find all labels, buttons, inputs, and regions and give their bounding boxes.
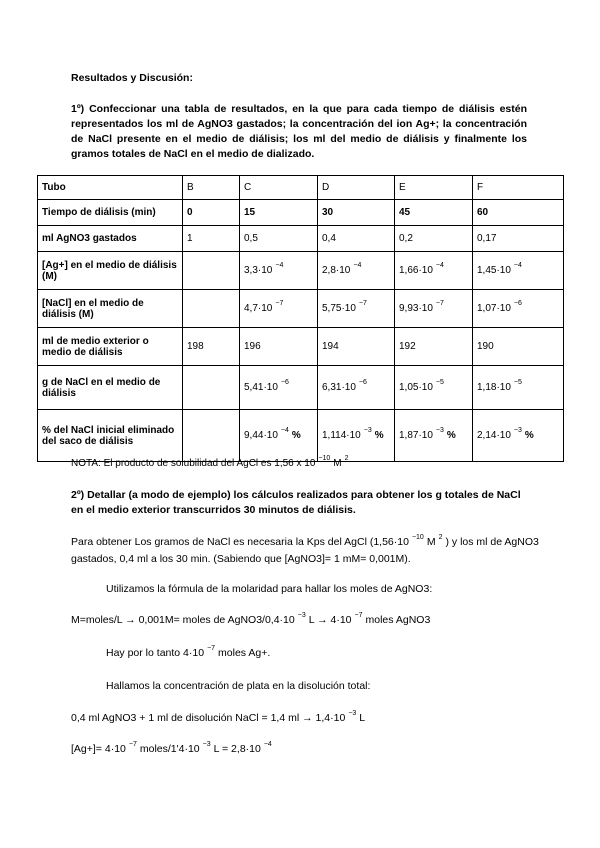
cell-mlagno3-c: 0,5 bbox=[240, 226, 318, 252]
exponent: −10 bbox=[411, 534, 424, 541]
cell-mlagno3-b: 1 bbox=[183, 226, 240, 252]
exponent: −3 bbox=[202, 741, 211, 748]
cell-header-b: B bbox=[183, 176, 240, 200]
value-exponent: −7 bbox=[358, 300, 367, 307]
text-segment: Hay por lo tanto 4·10 bbox=[106, 647, 205, 659]
value-exponent: −5 bbox=[435, 379, 444, 386]
cell-header-c: C bbox=[240, 176, 318, 200]
cell-time-d: 30 bbox=[318, 200, 395, 226]
value-exponent: −4 bbox=[353, 262, 362, 269]
cell-time-b: 0 bbox=[183, 200, 240, 226]
cell-nacl-f bbox=[473, 290, 564, 328]
equation-ag-concentration bbox=[71, 741, 275, 758]
paragraph-molarity-intro: Utilizamos la fórmula de la molaridad para hallar los moles de AgNO3: bbox=[106, 583, 433, 595]
text-segment: L bbox=[359, 712, 366, 724]
value-mantissa: 9,44·10 bbox=[244, 430, 278, 441]
value-mantissa: 4,7·10 bbox=[244, 303, 273, 314]
section-heading: Resultados y Discusión: bbox=[71, 72, 193, 84]
table-row-ag-concentration bbox=[38, 252, 564, 290]
value-mantissa: 1,66·10 bbox=[399, 265, 433, 276]
cell-nacl-d bbox=[318, 290, 395, 328]
cell-nacl-e bbox=[395, 290, 473, 328]
value-exponent: −4 bbox=[280, 427, 289, 434]
cell-header-e: E bbox=[395, 176, 473, 200]
cell-ag-e bbox=[395, 252, 473, 290]
text-segment: L = 2,8·10 bbox=[213, 743, 261, 755]
cell-gnacl-c bbox=[240, 366, 318, 410]
value-exponent: −3 bbox=[363, 427, 372, 434]
cell-mlmedio-label: ml de medio exterior o medio de diálisis bbox=[38, 328, 183, 366]
value-mantissa: 1,45·10 bbox=[477, 265, 511, 276]
text-segment: M=moles/L → 0,001M= moles de AgNO3/0,4·10 bbox=[71, 614, 295, 626]
percent-sign: % bbox=[374, 430, 384, 441]
value-exponent: −5 bbox=[513, 379, 522, 386]
table-row-ml-medio bbox=[38, 328, 564, 366]
value-mantissa: 1,18·10 bbox=[477, 382, 511, 393]
table-row-nacl-concentration bbox=[38, 290, 564, 328]
table-row-g-nacl bbox=[38, 366, 564, 410]
question-2: 2º) Detallar (a modo de ejemplo) los cálculos realizados para obtener los g totales de NaCl en el medio exterior transcurridos 30 minutos de diálisis. bbox=[71, 489, 521, 516]
exponent: −7 bbox=[207, 645, 216, 652]
value-exponent: −4 bbox=[513, 262, 522, 269]
cell-mlagno3-f: 0,17 bbox=[473, 226, 564, 252]
cell-gnacl-b bbox=[183, 366, 240, 410]
cell-pct-f bbox=[473, 410, 564, 462]
exponent: −7 bbox=[128, 741, 137, 748]
cell-mlmedio-e: 192 bbox=[395, 328, 473, 366]
value-mantissa: 1,87·10 bbox=[399, 430, 433, 441]
text-segment: L → 4·10 bbox=[308, 614, 352, 626]
cell-gnacl-label: g de NaCl en el medio de diálisis bbox=[38, 366, 183, 410]
cell-ag-f bbox=[473, 252, 564, 290]
value-exponent: −6 bbox=[280, 379, 289, 386]
value-exponent: −6 bbox=[358, 379, 367, 386]
value-exponent: −3 bbox=[435, 427, 444, 434]
table-row-percent bbox=[38, 410, 564, 462]
value-exponent: −6 bbox=[513, 300, 522, 307]
cell-mlmedio-d: 194 bbox=[318, 328, 395, 366]
value-exponent: −4 bbox=[275, 262, 284, 269]
cell-time-f: 60 bbox=[473, 200, 564, 226]
question-1: 1º) Confeccionar una tabla de resultados, en la que para cada tiempo de diálisis estén representados los ml de AgNO3 gastados; la concentración del ion Ag+; la concentración de NaCl presente en el medio de diálisis; los ml del medio de diálisis y finalmente los gramos totales de NaCl en el medio de dializado. bbox=[71, 103, 527, 160]
exponent: −4 bbox=[263, 741, 272, 748]
cell-pct-b bbox=[183, 410, 240, 462]
note-unit: M bbox=[333, 458, 342, 469]
value-mantissa: 9,93·10 bbox=[399, 303, 433, 314]
table-row-time bbox=[38, 200, 564, 226]
value-mantissa: 3,3·10 bbox=[244, 265, 273, 276]
cell-mlmedio-c: 196 bbox=[240, 328, 318, 366]
paragraph-moles-ag bbox=[106, 645, 270, 662]
text-segment: ) y los ml de AgNO3 gastados, 0,4 ml a los 30 min. (Sabiendo que [AgNO3]= 1 mM= 0,001M). bbox=[71, 536, 539, 565]
value-exponent: −3 bbox=[513, 427, 522, 434]
cell-pct-c bbox=[240, 410, 318, 462]
cell-gnacl-e bbox=[395, 366, 473, 410]
table-row-ml-agno3 bbox=[38, 226, 564, 252]
cell-gnacl-f bbox=[473, 366, 564, 410]
cell-time-label: Tiempo de diálisis (min) bbox=[38, 200, 183, 226]
cell-header-tubo: Tubo bbox=[38, 176, 183, 200]
text-segment: moles Ag+. bbox=[218, 647, 271, 659]
cell-pct-e bbox=[395, 410, 473, 462]
results-table bbox=[37, 175, 564, 462]
value-mantissa: 2,8·10 bbox=[322, 265, 351, 276]
cell-time-e: 45 bbox=[395, 200, 473, 226]
cell-mlmedio-b: 198 bbox=[183, 328, 240, 366]
cell-ag-label: [Ag+] en el medio de diálisis (M) bbox=[38, 252, 183, 290]
value-mantissa: 1,114·10 bbox=[322, 430, 361, 441]
cell-nacl-c bbox=[240, 290, 318, 328]
exponent: −3 bbox=[297, 612, 306, 619]
equation-moles bbox=[71, 612, 430, 629]
value-exponent: −7 bbox=[435, 300, 444, 307]
value-exponent: −4 bbox=[435, 262, 444, 269]
percent-sign: % bbox=[524, 430, 534, 441]
note-exponent-2: 2 bbox=[344, 455, 349, 462]
value-mantissa: 2,14·10 bbox=[477, 430, 511, 441]
value-mantissa: 1,05·10 bbox=[399, 382, 433, 393]
cell-pct-label: % del NaCl inicial eliminado del saco de diálisis bbox=[38, 410, 183, 462]
value-mantissa: 5,75·10 bbox=[322, 303, 356, 314]
text-segment: 0,4 ml AgNO3 + 1 ml de disolución NaCl = 1,4 ml → 1,4·10 bbox=[71, 712, 346, 724]
exponent: 2 bbox=[438, 534, 443, 541]
value-mantissa: 6,31·10 bbox=[322, 382, 356, 393]
note-exponent: −10 bbox=[318, 455, 331, 462]
text-segment: moles AgNO3 bbox=[365, 614, 431, 626]
table-row-header bbox=[38, 176, 564, 200]
text-segment: [Ag+]= 4·10 bbox=[71, 743, 126, 755]
text-segment: moles/1'4·10 bbox=[139, 743, 200, 755]
cell-nacl-b bbox=[183, 290, 240, 328]
cell-gnacl-d bbox=[318, 366, 395, 410]
paragraph-kps bbox=[71, 534, 541, 568]
cell-mlagno3-d: 0,4 bbox=[318, 226, 395, 252]
text-segment: M bbox=[426, 536, 436, 548]
value-exponent: −7 bbox=[275, 300, 284, 307]
cell-pct-d bbox=[318, 410, 395, 462]
cell-mlagno3-label: ml AgNO3 gastados bbox=[38, 226, 183, 252]
cell-mlmedio-f: 190 bbox=[473, 328, 564, 366]
exponent: −3 bbox=[348, 710, 357, 717]
cell-ag-b bbox=[183, 252, 240, 290]
value-mantissa: 5,41·10 bbox=[244, 382, 278, 393]
percent-sign: % bbox=[446, 430, 456, 441]
note-text: NOTA: El producto de solubilidad del AgCl es 1,56 x 10 bbox=[71, 458, 316, 469]
cell-header-d: D bbox=[318, 176, 395, 200]
text-segment: Para obtener Los gramos de NaCl es necesaria la Kps del AgCl (1,56·10 bbox=[71, 536, 409, 548]
cell-time-c: 15 bbox=[240, 200, 318, 226]
equation-volume bbox=[71, 710, 365, 727]
cell-header-f: F bbox=[473, 176, 564, 200]
value-mantissa: 1,07·10 bbox=[477, 303, 511, 314]
exponent: −7 bbox=[354, 612, 363, 619]
cell-ag-c bbox=[240, 252, 318, 290]
cell-nacl-label: [NaCl] en el medio de diálisis (M) bbox=[38, 290, 183, 328]
percent-sign: % bbox=[291, 430, 301, 441]
cell-mlagno3-e: 0,2 bbox=[395, 226, 473, 252]
paragraph-concentration-intro: Hallamos la concentración de plata en la disolución total: bbox=[106, 680, 371, 692]
cell-ag-d bbox=[318, 252, 395, 290]
solubility-note bbox=[71, 455, 352, 469]
